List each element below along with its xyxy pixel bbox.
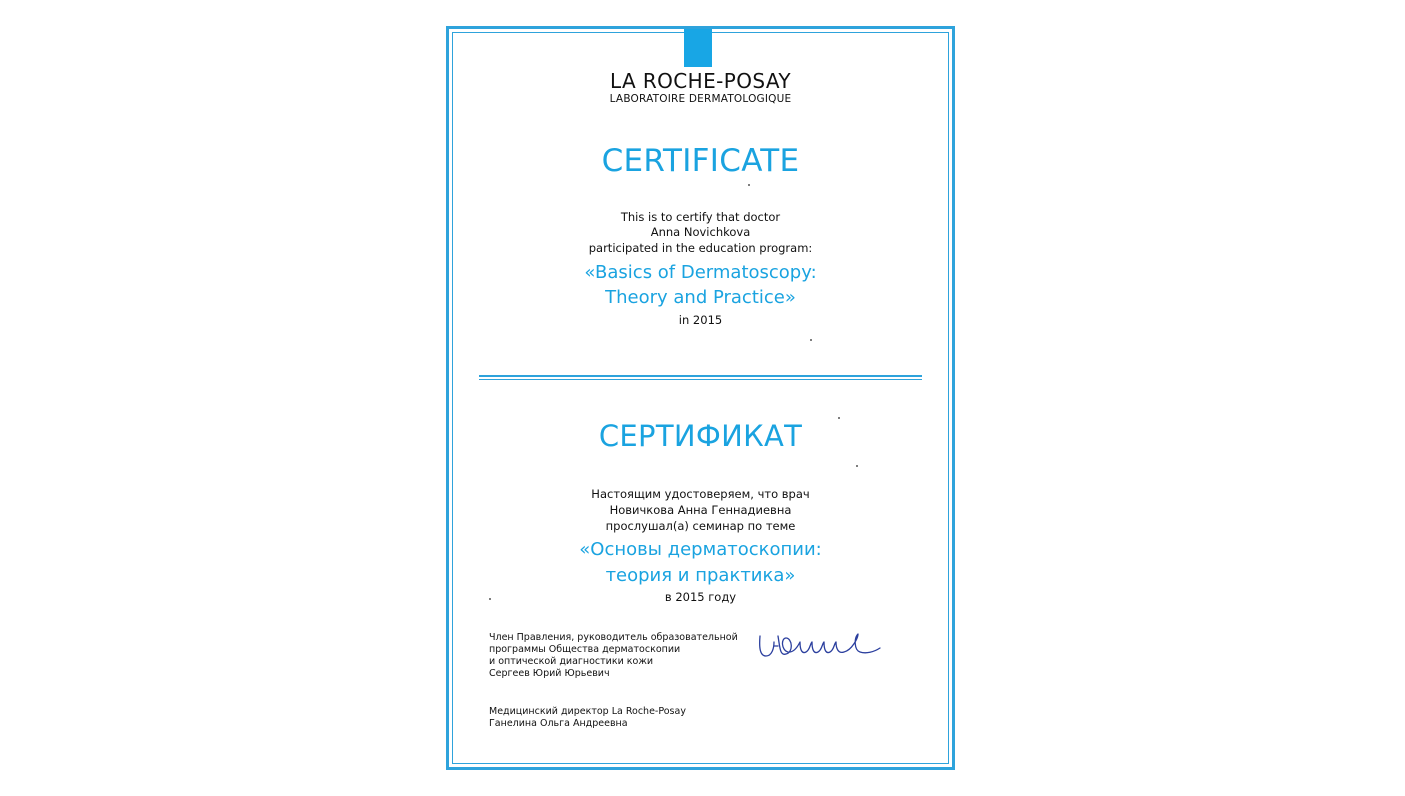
print-speck xyxy=(748,184,750,186)
program-title-english-line1: «Basics of Dermatoscopy: xyxy=(584,262,817,283)
certificate-title-english: CERTIFICATE xyxy=(601,143,800,179)
signatory-1-title-line3: и оптической диагностики кожи xyxy=(489,656,654,667)
print-speck xyxy=(838,417,840,419)
brand-logo-subtitle: LABORATOIRE DERMATOLOGIQUE xyxy=(609,93,792,105)
section-divider xyxy=(479,375,922,380)
signatory-2-block xyxy=(489,706,686,730)
signatory-2-position: Медицинский директор La Roche-Posay xyxy=(489,706,686,717)
program-title-english-line2: Theory and Practice» xyxy=(605,287,796,308)
signatory-1-title-line2: программы Общества дерматоскопии xyxy=(489,644,681,655)
signatory-1-title-line1: Член Правления, руководитель образовательной xyxy=(489,632,738,643)
certificate-title-russian: СЕРТИФИКАТ xyxy=(598,419,803,453)
year-russian: в 2015 году xyxy=(664,590,737,604)
print-speck xyxy=(810,339,812,341)
signatory-1-block xyxy=(489,632,738,680)
recipient-name-russian: Новичкова Анна Геннадиевна xyxy=(609,503,792,517)
brand-logo-name: LA ROCHE-POSAY xyxy=(610,69,791,93)
signatory-2-name: Ганелина Ольга Андреевна xyxy=(489,718,628,729)
year-english: in 2015 xyxy=(678,313,723,327)
certify-line-english: This is to certify that doctor xyxy=(620,210,781,224)
program-title-russian-line1: «Основы дерматоскопии: xyxy=(579,539,822,560)
program-title-russian-line2: теория и практика» xyxy=(605,565,796,586)
logo-tab xyxy=(684,29,712,67)
print-speck xyxy=(856,465,858,467)
participation-line-russian: прослушал(а) семинар по теме xyxy=(605,519,796,533)
print-speck xyxy=(489,598,491,600)
recipient-name-english: Anna Novichkova xyxy=(650,225,751,239)
certify-line-russian: Настоящим удостоверяем, что врач xyxy=(591,487,810,501)
certificate xyxy=(446,26,955,770)
participation-line-english: participated in the education program: xyxy=(588,241,813,255)
handwritten-signature xyxy=(754,626,884,666)
signatory-1-name: Сергеев Юрий Юрьевич xyxy=(489,668,610,679)
